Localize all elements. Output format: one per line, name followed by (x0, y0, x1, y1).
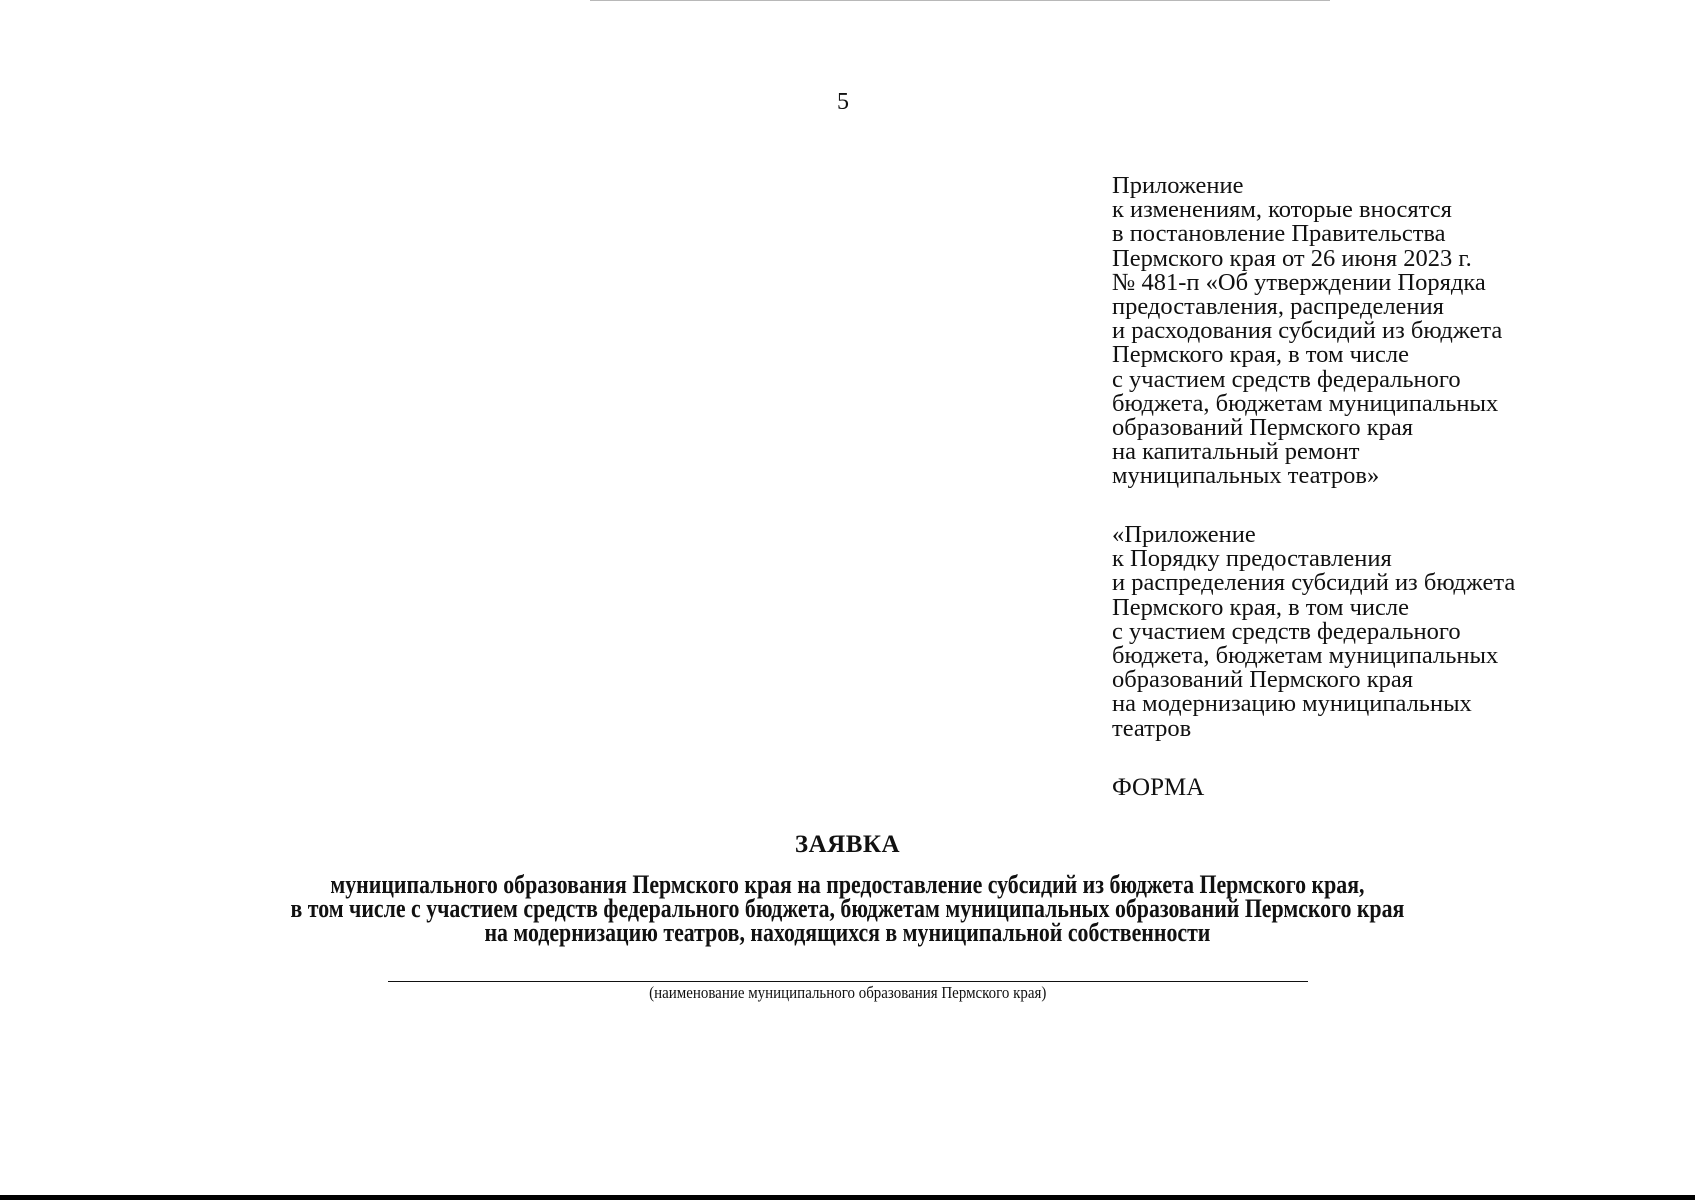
annex-header-line: № 481-п «Об утверждении Порядка (1112, 268, 1486, 296)
application-title: ЗАЯВКА (794, 831, 901, 858)
page-number: 5 (837, 89, 849, 115)
annex-header-line: на капитальный ремонт (1112, 438, 1360, 466)
annex-header-line: к изменениям, которые вносятся (1112, 196, 1452, 224)
procedure-annex-line: и распределения субсидий из бюджета (1112, 569, 1516, 597)
annex-header-line: Пермского края от 26 июня 2023 г. (1112, 244, 1472, 272)
municipality-name-caption (0, 983, 1695, 1003)
procedure-annex-line: к Порядку предоставления (1112, 545, 1392, 573)
procedure-annex-line: образований Пермского края (1112, 666, 1414, 694)
procedure-annex-line: театров (1112, 714, 1192, 742)
procedure-annex-block (1112, 523, 1515, 741)
municipality-name-field[interactable] (388, 981, 1308, 982)
annex-header-line: бюджета, бюджетам муниципальных (1112, 389, 1499, 417)
scan-top-edge (590, 0, 1330, 1)
application-subtitle-line: на модернизацию театров, находящихся в муниципальной собственности (484, 918, 1211, 948)
annex-header-line: в постановление Правительства (1112, 220, 1446, 248)
application-subtitle-line: муниципального образования Пермского края на предоставление субсидий из бюджета Пермского края, (330, 870, 1365, 899)
application-subtitle (0, 870, 1695, 948)
annex-header-line: Приложение (1112, 172, 1244, 199)
form-label: ФОРМА (1112, 774, 1205, 801)
procedure-annex-line: Пермского края, в том числе (1112, 593, 1409, 621)
procedure-annex-line: бюджета, бюджетам муниципальных (1112, 641, 1499, 669)
application-subtitle-line: в том числе с участием средств федерального бюджета, бюджетам муниципальных образований Пермского края (290, 894, 1405, 924)
annex-header-line: предоставления, распределения (1112, 292, 1444, 320)
procedure-annex-line: с участием средств федерального (1112, 617, 1461, 645)
annex-header-line: с участием средств федерального (1112, 365, 1461, 393)
procedure-annex-line: «Приложение (1112, 521, 1256, 548)
annex-header-line: образований Пермского края (1112, 413, 1414, 441)
municipality-name-caption-text: (наименование муниципального образования Пермского края) (648, 983, 1047, 1002)
annex-header-line: и расходования субсидий из бюджета (1112, 317, 1503, 345)
annex-header-line: муниципальных театров» (1112, 462, 1380, 490)
scan-bottom-edge (0, 1195, 1695, 1200)
annex-header-line: Пермского края, в том числе (1112, 341, 1409, 369)
procedure-annex-line: на модернизацию муниципальных (1112, 690, 1472, 718)
annex-header-block (1112, 174, 1502, 488)
